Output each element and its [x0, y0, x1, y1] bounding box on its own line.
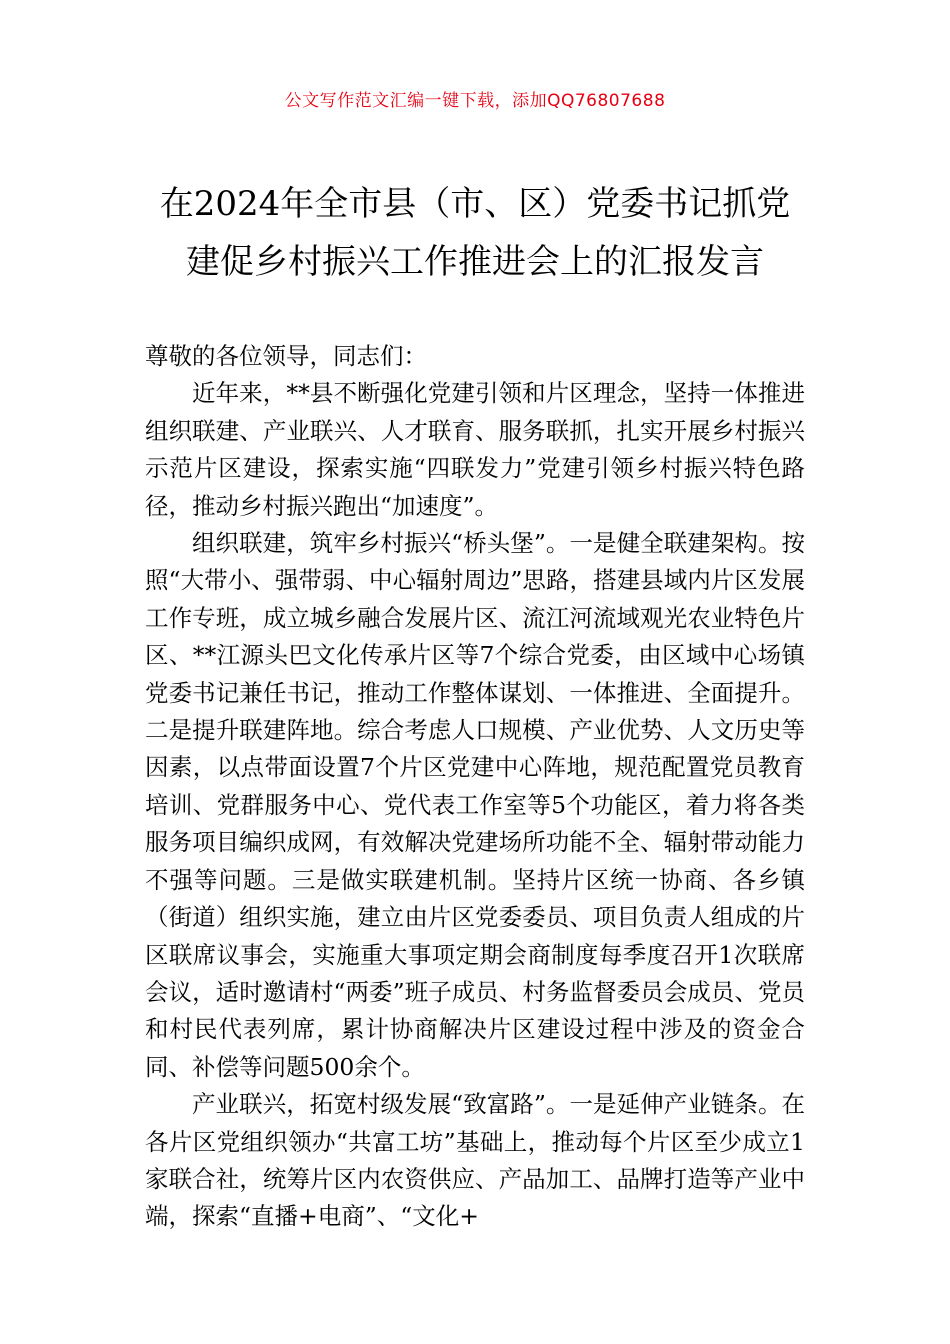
- document-body: [145, 338, 805, 1236]
- salutation: 尊敬的各位领导，同志们：: [145, 342, 427, 370]
- download-notice: 公文写作范文汇编一键下载，添加QQ76807688: [284, 91, 666, 111]
- paragraph-industry: 产业联兴，拓宽村级发展“致富路”。一是延伸产业链条。在各片区党组织领办“共富工坊”基础上，推动每个片区至少成立1家联合社，统筹片区内农资供应、产品加工、品牌打造等产业中端，探索“直播+电商”、“文化+: [145, 1090, 805, 1231]
- document-title: [140, 175, 810, 291]
- title-line-2: 建促乡村振兴工作推进会上的汇报发言: [186, 242, 764, 282]
- paragraph-organization: 组织联建，筑牢乡村振兴“桥头堡”。一是健全联建架构。按照“大带小、强带弱、中心辐射周边”思路，搭建县域内片区发展工作专班，成立城乡融合发展片区、流江河流域观光农业特色片区、**江源头巴文化传承片区等7个综合党委，由区域中心场镇党委书记兼任书记，推动工作整体谋划、一体推进、全面提升。二是提升联建阵地。综合考虑人口规模、产业优势、人文历史等因素，以点带面设置7个片区党建中心阵地，规范配置党员教育培训、党群服务中心、党代表工作室等5个功能区，着力将各类服务项目编织成网，有效解决党建场所功能不全、辐射带动能力不强等问题。三是做实联建机制。坚持片区统一协商、各乡镇（街道）组织实施，建立由片区党委委员、项目负责人组成的片区联席议事会，实施重大事项定期会商制度每季度召开1次联席会议，适时邀请村“两委”班子成员、村务监督委员会成员、党员和村民代表列席，累计协商解决片区建设过程中涉及的资金合同、补偿等问题500余个。: [145, 529, 805, 1081]
- paragraph-intro: 近年来，**县不断强化党建引领和片区理念，坚持一体推进组织联建、产业联兴、人才联育、服务联抓，扎实开展乡村振兴示范片区建设，探索实施“四联发力”党建引领乡村振兴特色路径，推动乡村振兴跑出“加速度”。: [145, 379, 805, 520]
- title-line-1: 在2024年全市县（市、区）党委书记抓党: [159, 184, 791, 224]
